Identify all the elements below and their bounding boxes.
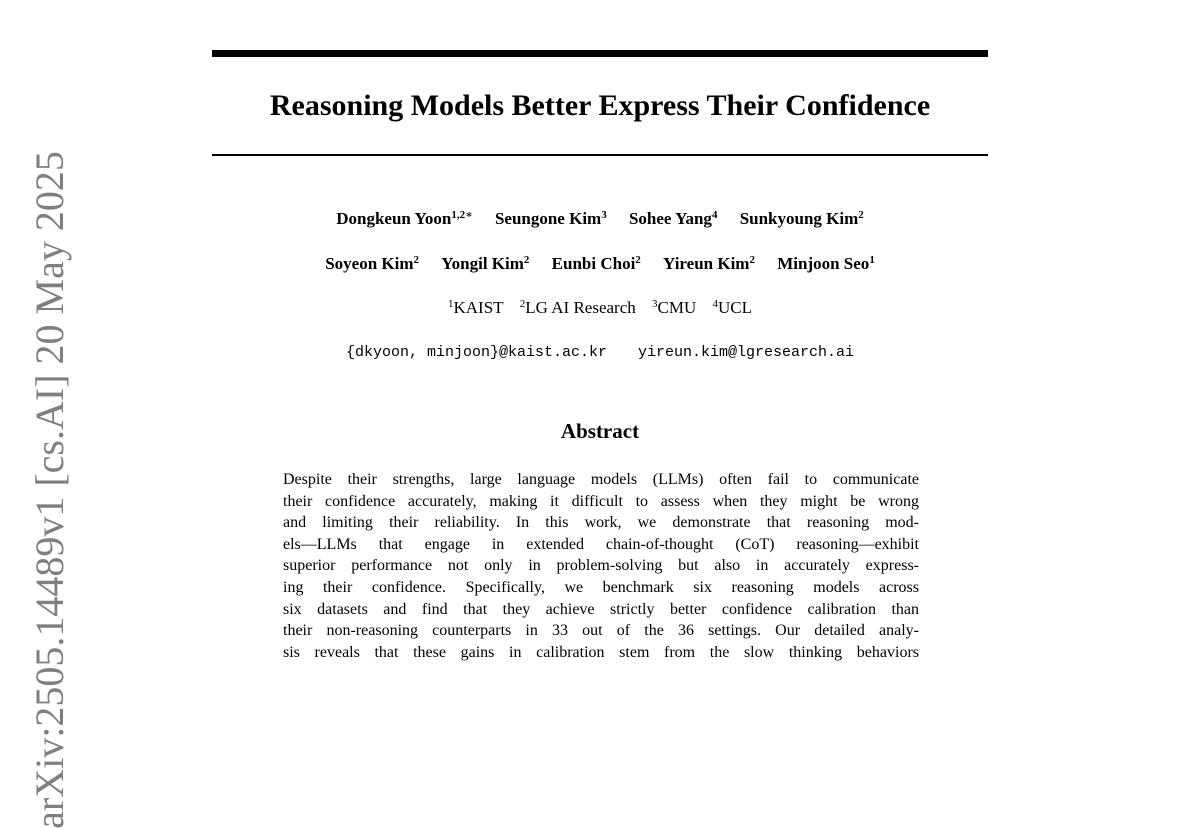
- author: Yireun Kim$^2$: [663, 253, 755, 273]
- abstract-body: [283, 469, 919, 663]
- abstract-line: and limiting their reliability. In this work, we demonstrate that reasoning mod-: [283, 514, 919, 532]
- author: Eunbi Choi$^2$: [551, 253, 641, 273]
- author: Sunkyoung Kim$^2$: [739, 208, 864, 228]
- abstract-line: Despite their strengths, large language models (LLMs) often fail to communicate: [283, 471, 919, 488]
- author: Dongkeun Yoon$^{1,2∗}$: [336, 208, 473, 228]
- arxiv-identifier-stamp: arXiv:2505.14489v1 [cs.AI] 20 May 2025: [27, 151, 72, 829]
- title-top-rule: [212, 50, 988, 57]
- email: yireun.kim@lgresearch.ai: [638, 344, 855, 361]
- email: {dkyoon, minjoon}@kaist.ac.kr: [345, 344, 607, 361]
- abstract-line: els—LLMs that engage in extended chain-of-thought (CoT) reasoning—exhibit: [283, 535, 919, 553]
- paper-title: Reasoning Models Better Express Their Confidence: [269, 89, 931, 122]
- author-list-line-2: [212, 253, 988, 275]
- author: Seungone Kim$^3$: [494, 208, 607, 228]
- affiliation: $^4$UCL: [712, 297, 752, 317]
- affiliation: $^1$KAIST: [447, 297, 504, 317]
- author: Yongil Kim$^2$: [441, 253, 530, 273]
- abstract-line: their confidence accurately, making it difficult to assess when they might be wrong: [283, 492, 919, 510]
- author-list-line-1: [212, 208, 988, 230]
- author: Minjoon Seo$^1$: [777, 253, 875, 273]
- author: Sohee Yang$^4$: [628, 208, 718, 228]
- affiliation: $^2$LG AI Research: [519, 297, 636, 317]
- title-bottom-rule: [212, 154, 988, 156]
- abstract-heading: Abstract: [560, 419, 640, 443]
- abstract-line: ing their confidence. Specifically, we benchmark six reasoning models across: [283, 578, 919, 596]
- affiliation: $^3$CMU: [652, 297, 697, 317]
- author: Soyeon Kim$^2$: [325, 253, 419, 273]
- abstract-line: superior performance not only in problem-solving but also in accurately express-: [283, 557, 919, 575]
- abstract-line: sis reveals that these gains in calibration stem from the slow thinking behaviors: [283, 643, 919, 661]
- affiliations: [212, 297, 988, 319]
- abstract-line: six datasets and find that they achieve strictly better confidence calibration than: [283, 600, 919, 618]
- abstract-line: their non-reasoning counterparts in 33 out of the 36 settings. Our detailed analy-: [283, 622, 919, 640]
- author-emails: [212, 343, 988, 363]
